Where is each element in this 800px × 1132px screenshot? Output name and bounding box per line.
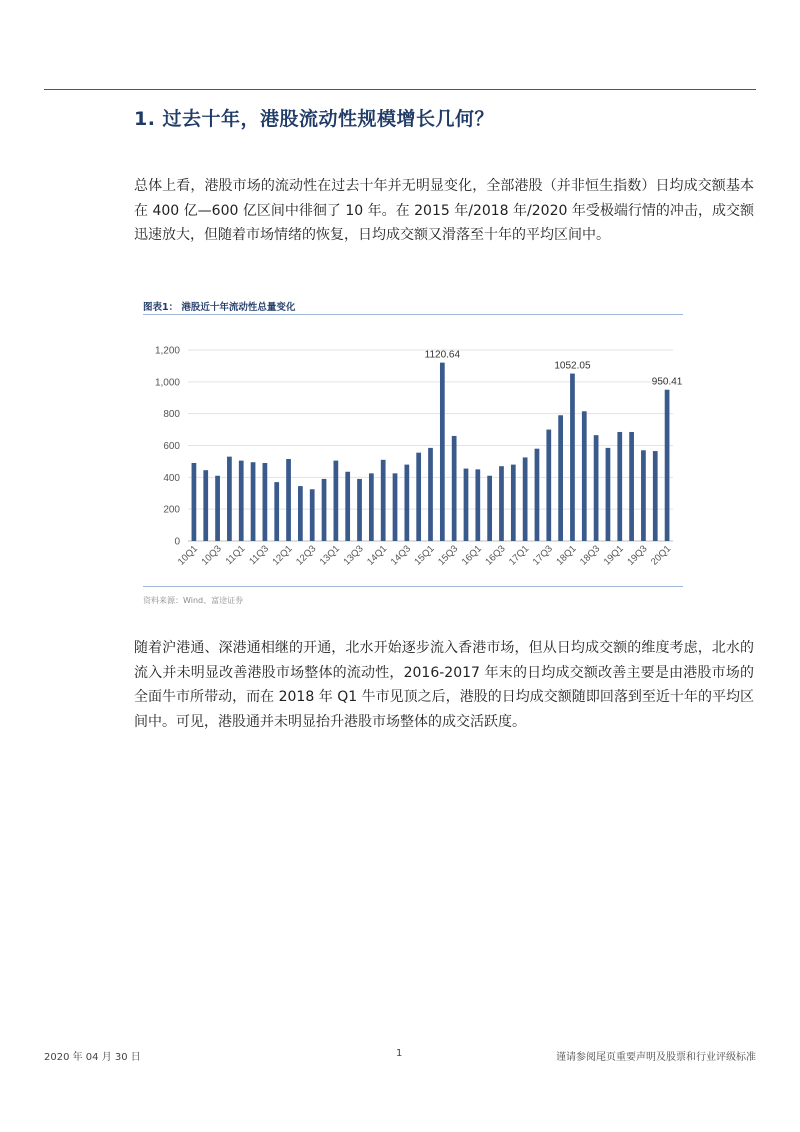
bar-16Q2 (487, 476, 492, 541)
bar-18Q2 (582, 411, 587, 541)
y-tick-label: 200 (163, 504, 180, 516)
y-tick-label: 1,200 (154, 345, 180, 357)
bar-13Q2 (345, 472, 350, 541)
x-tick-label: 14Q1 (365, 543, 390, 568)
y-axis-ticks (155, 346, 180, 548)
data-label: 950.41 (651, 376, 683, 388)
bar-11Q2 (251, 462, 256, 541)
x-tick-label: 11Q3 (247, 543, 272, 568)
bar-12Q4 (322, 479, 327, 541)
intro-paragraph: 总体上看，港股市场的流动性在过去十年并无明显变化，全部港股（并非恒生指数）日均成交额基本在 400 亿—600 亿区间中徘徊了 10 年。在 2015 年/2018 年/2020 年受极端行情的冲击，成交额迅速放大，但随着市场情绪的恢复，日均成交额又滑落至十年的平均区间中。 (134, 178, 754, 243)
y-tick-label: 0 (174, 536, 180, 548)
bar-14Q2 (393, 473, 398, 541)
analysis-paragraph: 随着沪港通、深港通相继的开通，北水开始逐步流入香港市场，但从日均成交额的维度考虑，北水的流入并未明显改善港股市场整体的流动性，2016-2017 年末的日均成交额改善主要是由港股市场的全面牛市所带动，而在 2018 年 Q1 牛市见顶之后，港股的日均成交额随即回落到至近十年的平均区间中。可见，港股通并未明显抬升港股市场整体的成交活跃度。 (134, 640, 754, 730)
x-tick-label: 18Q1 (554, 543, 579, 568)
bar-17Q2 (535, 449, 540, 541)
x-tick-label: 16Q3 (483, 543, 508, 568)
bar-13Q4 (369, 473, 374, 541)
x-tick-label: 18Q3 (578, 543, 603, 568)
bar-18Q3 (594, 435, 599, 541)
x-tick-label: 12Q1 (270, 543, 295, 568)
turnover-bar-chart (143, 330, 683, 580)
bar-15Q4 (464, 469, 469, 541)
bar-17Q4 (558, 415, 563, 541)
bars (192, 360, 670, 541)
bar-14Q3 (404, 465, 409, 541)
x-tick-label: 10Q3 (199, 543, 224, 568)
bar-13Q3 (357, 479, 362, 541)
figure-title: 图表1： 港股近十年流动性总量变化 (143, 302, 296, 313)
bar-12Q2 (298, 486, 303, 541)
figure-top-rule (143, 314, 683, 315)
y-tick-label: 600 (163, 441, 180, 452)
x-tick-label: 13Q1 (317, 543, 342, 568)
bar-11Q1 (239, 461, 244, 541)
x-tick-label: 15Q3 (436, 543, 461, 568)
bar-19Q4 (653, 451, 658, 541)
bar-14Q1 (381, 460, 386, 541)
y-tick-label: 400 (163, 472, 180, 484)
footer-page-number: 1 (396, 1048, 403, 1059)
x-tick-label: 15Q1 (412, 543, 437, 568)
x-tick-label: 17Q1 (507, 543, 532, 568)
x-tick-label: 20Q1 (648, 543, 674, 568)
bar-15Q2 (440, 363, 445, 541)
footer-disclaimer: 谨请参阅尾页重要声明及股票和行业评级标准 (556, 1052, 756, 1063)
x-tick-label: 11Q1 (223, 543, 248, 568)
figure-bottom-rule (143, 586, 683, 587)
bar-18Q4 (606, 448, 611, 541)
bar-10Q3 (215, 476, 220, 541)
bar-19Q3 (641, 450, 646, 541)
x-tick-label: 19Q3 (625, 543, 650, 568)
data-label: 1120.64 (424, 349, 461, 361)
x-tick-label: 19Q1 (601, 543, 626, 568)
y-tick-label: 800 (163, 409, 180, 421)
bar-18Q1 (570, 374, 575, 541)
bar-17Q1 (523, 457, 528, 541)
x-tick-label: 17Q3 (530, 543, 555, 568)
bar-10Q1 (192, 463, 197, 541)
bar-16Q3 (499, 466, 504, 541)
bar-17Q3 (546, 430, 551, 541)
x-tick-label: 14Q3 (388, 543, 413, 568)
bar-15Q1 (428, 448, 433, 541)
data-label: 1052.05 (554, 360, 591, 372)
x-axis-ticks (176, 543, 673, 567)
bar-10Q4 (227, 457, 232, 541)
bar-19Q2 (629, 432, 634, 541)
x-tick-label: 16Q1 (459, 543, 484, 568)
bar-12Q3 (310, 489, 315, 541)
footer-date: 2020 年 04 月 30 日 (44, 1052, 141, 1063)
bar-15Q3 (452, 436, 457, 541)
bar-16Q4 (511, 465, 516, 541)
bar-12Q1 (286, 459, 291, 541)
bar-11Q3 (263, 463, 268, 541)
x-tick-label: 12Q3 (294, 543, 319, 568)
section-heading: 1. 过去十年，港股流动性规模增长几何？ (134, 108, 495, 130)
bar-20Q1 (665, 390, 670, 541)
bar-19Q1 (617, 432, 622, 541)
figure-source: 资料来源：Wind、富途证券 (143, 596, 244, 605)
bar-14Q4 (416, 453, 421, 541)
bar-11Q4 (274, 482, 279, 541)
header-rule (44, 89, 756, 90)
bar-16Q1 (475, 469, 480, 541)
y-tick-label: 1,000 (154, 377, 180, 389)
x-tick-label: 10Q1 (175, 543, 201, 568)
bar-10Q2 (203, 470, 208, 541)
x-tick-label: 13Q3 (341, 543, 366, 568)
bar-13Q1 (334, 461, 339, 541)
